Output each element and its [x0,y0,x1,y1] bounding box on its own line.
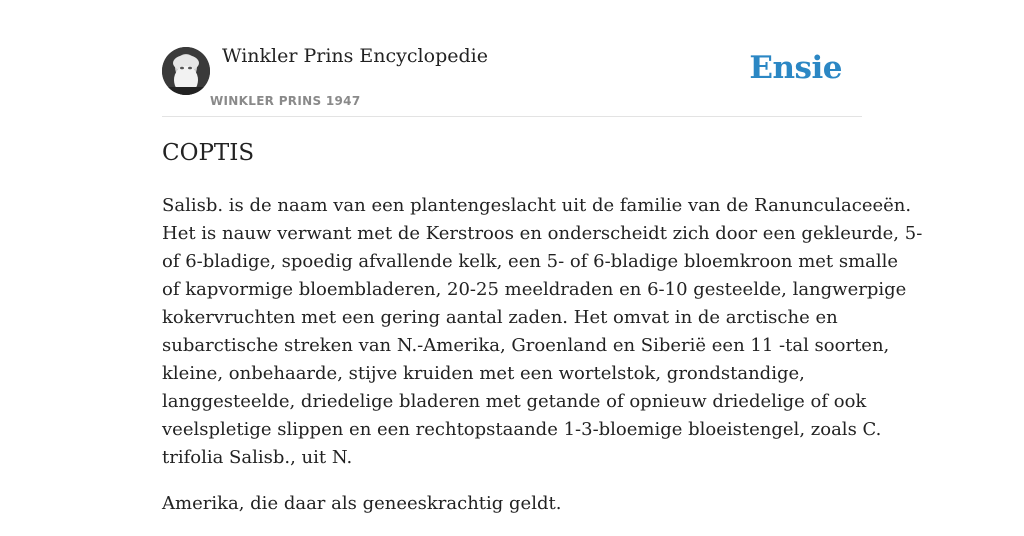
text-line: Salisb. is de naam van een plantengeslacht uit de familie van de Ranunculaceeën. [162,195,912,216]
source-title[interactable]: Winkler Prins Encyclopedie [222,45,488,67]
article-paragraph [162,490,862,518]
text-line: of 6-bladige, spoedig afvallende kelk, een 5- of 6-bladige bloemkroon met smalle [162,251,899,272]
edition-label: WINKLER PRINS 1947 [210,94,361,108]
text-line: veelspletige slippen en een rechtopstaande 1-3-bloemige bloeistengel, zoals C. [162,419,882,440]
source-header [162,0,862,117]
text-line: langgesteelde, driedelige bladeren met getande of opnieuw driedelige of ook [162,391,867,412]
article-body [162,192,923,536]
article-page [162,0,923,514]
text-line: kleine, onbehaarde, stijve kruiden met een wortelstok, grondstandige, [162,363,805,384]
text-line: trifolia Salisb., uit N. [162,447,353,468]
text-line: kokervruchten met een gering aantal zaden. Het omvat in de arctische en [162,307,838,328]
portrait-image [162,47,210,95]
article-title: COPTIS [162,140,255,166]
text-line: of kapvormige bloembladeren, 20-25 meeldraden en 6-10 gesteelde, langwerpige [162,279,907,300]
author-avatar[interactable] [162,47,210,95]
ensie-logo[interactable]: Ensie [749,50,842,86]
article-paragraph [162,192,923,472]
text-line: subarctische streken van N.-Amerika, Groenland en Siberië een 11 -tal soorten, [162,335,890,356]
text-line: Amerika, die daar als geneeskrachtig geldt. [162,493,562,514]
text-line: Het is nauw verwant met de Kerstroos en onderscheidt zich door een gekleurde, 5- [162,223,923,244]
